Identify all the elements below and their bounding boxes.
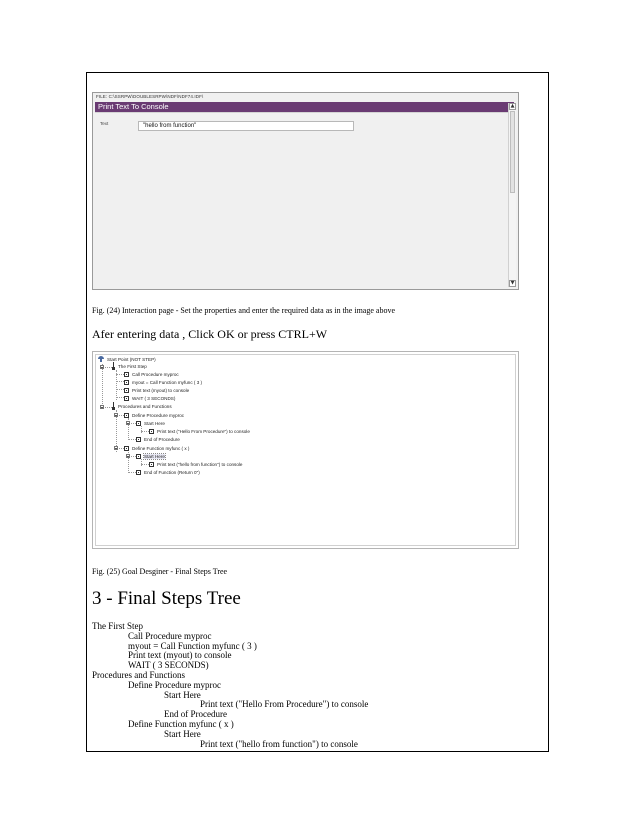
step-flag-icon <box>112 402 115 410</box>
tree-item[interactable] <box>136 420 165 426</box>
tree-item[interactable] <box>124 387 189 393</box>
tree-item-first-step[interactable] <box>112 363 147 369</box>
dialog-panel <box>95 112 513 288</box>
step-line: Call Procedure myproc <box>128 630 212 641</box>
tree-label: The First Step <box>118 363 147 369</box>
scroll-down-icon[interactable]: ▼ <box>510 280 515 286</box>
step-node-icon <box>124 446 129 451</box>
tree-label: myout = Call Function myfunc ( 3 ) <box>132 379 203 385</box>
step-node-icon <box>149 462 154 467</box>
tree-label: Procedures and Functions <box>118 403 172 409</box>
tree-label: Print text ("Hello From Procedure") to console <box>157 428 250 434</box>
step-line: Define Function myfunc ( x ) <box>128 718 234 729</box>
step-node-icon <box>136 470 141 475</box>
tree-item-procedures[interactable] <box>112 403 172 409</box>
tree-item[interactable] <box>149 461 242 467</box>
instruction-text: Afer entering data , Click OK or press CTRL+W <box>92 327 328 341</box>
collapse-icon[interactable] <box>114 446 118 450</box>
step-node-icon <box>124 396 129 401</box>
tree-connector <box>102 364 103 408</box>
file-path: FILE: C:\SSRPW\DOUBLESRPW\NDF\NDF74.IDF\ <box>96 94 204 99</box>
step-node-icon <box>136 437 141 442</box>
step-node-icon <box>149 429 154 434</box>
dialog-title: Print Text To Console <box>95 102 514 112</box>
tree-root[interactable] <box>98 356 156 362</box>
step-line: Start Here <box>164 728 201 739</box>
tree-item[interactable] <box>136 469 200 475</box>
step-node-icon <box>136 421 141 426</box>
scroll-thumb[interactable] <box>510 111 515 193</box>
steps-list <box>92 622 368 749</box>
collapse-icon[interactable] <box>114 413 118 417</box>
tree-label: Define Function myfunc ( x ) <box>132 445 190 451</box>
tree-label: WAIT ( 3 SECONDS) <box>132 395 176 401</box>
tree-label: Start Point (NOT STEP) <box>107 356 156 362</box>
steps-tree-screenshot <box>92 351 519 549</box>
tree-item[interactable] <box>124 395 175 401</box>
tree-item[interactable] <box>124 412 184 418</box>
text-label: Text <box>100 121 109 126</box>
step-line: WAIT ( 3 SECONDS) <box>128 660 209 671</box>
step-line: Define Procedure myproc <box>128 679 221 690</box>
figure-caption-24: Fig. (24) Interaction page - Set the properties and enter the required data as in the image above <box>92 306 395 315</box>
tree-label: End of Procedure <box>144 436 180 442</box>
step-node-icon <box>136 454 141 459</box>
tree-label: Print text (myout) to console <box>132 387 190 393</box>
tree-view <box>95 354 516 546</box>
tree-item[interactable] <box>124 379 202 385</box>
vertical-scrollbar[interactable] <box>508 103 516 287</box>
collapse-icon[interactable] <box>100 365 104 369</box>
step-node-icon <box>124 380 129 385</box>
tree-item[interactable] <box>124 371 179 377</box>
tree-item[interactable] <box>149 428 250 434</box>
step-flag-icon <box>112 362 115 370</box>
collapse-icon[interactable] <box>126 421 130 425</box>
step-line: End of Procedure <box>164 709 227 720</box>
text-input[interactable]: "hello from function" <box>138 121 354 131</box>
step-node-icon <box>124 413 129 418</box>
tree-label: Print text ("hello from function") to console <box>157 461 243 467</box>
collapse-icon[interactable] <box>126 454 130 458</box>
step-node-icon <box>124 372 129 377</box>
section-heading: 3 - Final Steps Tree <box>92 588 241 609</box>
tree-label: Start Here <box>144 420 165 426</box>
print-text-dialog-screenshot <box>92 92 519 290</box>
tree-item-selected[interactable] <box>136 453 165 459</box>
start-point-icon <box>98 356 104 362</box>
tree-label: Call Procedure myproc <box>132 371 179 377</box>
tree-label: End of Function (Return 0") <box>144 469 200 475</box>
scroll-up-icon[interactable]: ▲ <box>510 103 515 109</box>
collapse-icon[interactable] <box>100 405 104 409</box>
step-line: Procedures and Functions <box>92 669 185 680</box>
step-line: Print text ("Hello From Procedure") to console <box>200 699 369 710</box>
step-line: Print text (myout) to console <box>128 650 232 661</box>
tree-item[interactable] <box>136 436 180 442</box>
tree-label: Define Procedure myproc <box>132 412 185 418</box>
step-line: Start Here <box>164 689 201 700</box>
step-line: myout = Call Function myfunc ( 3 ) <box>128 640 257 651</box>
step-line: Print text ("hello from function") to console <box>200 738 358 749</box>
tree-item[interactable] <box>124 445 189 451</box>
tree-label: Start Here <box>144 453 165 459</box>
step-line: The First Step <box>92 621 143 631</box>
step-node-icon <box>124 388 129 393</box>
figure-caption-25: Fig. (25) Goal Desginer - Final Steps Tree <box>92 567 228 576</box>
